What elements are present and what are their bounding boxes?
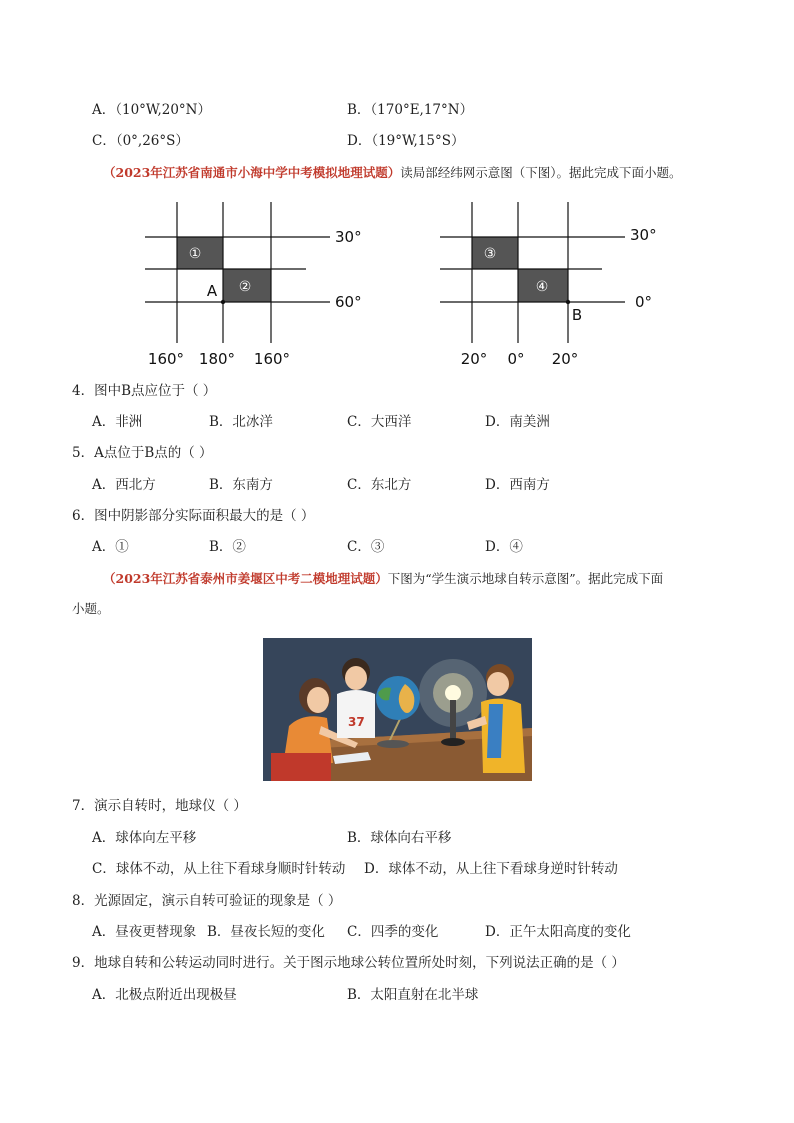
section1-text: 读局部经纬网示意图（下图）。据此完成下面小题。 xyxy=(400,165,682,180)
lat-label-top: 30° xyxy=(335,228,362,246)
q4-option-c: C．大西洋 xyxy=(347,414,412,430)
right-grid-map xyxy=(440,202,657,368)
q4-option-d: D．南美洲 xyxy=(485,414,550,430)
q6-option-c: C．③ xyxy=(347,539,385,555)
q3-option-b: B．（170°E,17°N） xyxy=(347,102,474,118)
section2-intro-cont: 小题。 xyxy=(72,601,110,616)
section1-source: （2023年江苏省南通市小海中学中考模拟地理试题） xyxy=(103,165,401,180)
shirt-number: 37 xyxy=(348,715,365,729)
q7-stem: 7．演示自转时，地球仪（ ） xyxy=(72,798,247,814)
lat-label-top: 30° xyxy=(630,226,657,244)
illustration-drawing xyxy=(263,638,532,781)
left-grid-map xyxy=(145,202,362,368)
q4-option-a: A．非洲 xyxy=(92,414,143,430)
lon-label-left: 160° xyxy=(147,350,185,368)
q6-option-d: D．④ xyxy=(485,539,523,555)
q5-option-a: A．西北方 xyxy=(92,477,156,493)
lon-label-mid: 0° xyxy=(507,350,525,368)
q6-option-a: A．① xyxy=(92,539,129,555)
lon-label-left: 20° xyxy=(460,350,488,368)
q4-stem: 4．图中B点应位于（ ） xyxy=(72,383,217,399)
q3-option-d: D．（19°W,15°S） xyxy=(347,133,465,149)
q8-option-c: C．四季的变化 xyxy=(347,924,439,940)
section1-intro xyxy=(103,164,682,182)
point-b-dot xyxy=(566,300,570,304)
q7-option-b: B．球体向右平移 xyxy=(347,830,452,846)
q9-option-a: A．北极点附近出现极昼 xyxy=(92,987,237,1003)
q3-option-a: A．（10°W,20°N） xyxy=(92,102,211,118)
q7-option-a: A．球体向左平移 xyxy=(92,830,197,846)
q3-option-c: C．（0°,26°S） xyxy=(92,133,189,149)
point-b-label: B xyxy=(571,306,583,324)
earth-rotation-illustration xyxy=(263,638,532,781)
lat-label-bottom: 0° xyxy=(635,293,653,311)
q4-option-b: B．北冰洋 xyxy=(209,414,273,430)
q8-option-d: D．正午太阳高度的变化 xyxy=(485,924,631,940)
point-a-label: A xyxy=(206,282,218,300)
q8-stem: 8．光源固定，演示自转可验证的现象是（ ） xyxy=(72,893,342,909)
q9-option-b: B．太阳直射在北半球 xyxy=(347,987,479,1003)
section2-intro xyxy=(103,570,663,588)
lon-label-right: 160° xyxy=(253,350,291,368)
cell-2-label: ② xyxy=(238,279,252,295)
lat-label-bottom: 60° xyxy=(335,293,362,311)
q6-option-b: B．② xyxy=(209,539,246,555)
q7-option-c: C．球体不动，从上往下看球身顺时针转动 xyxy=(92,861,346,877)
point-a-dot xyxy=(221,300,225,304)
q5-option-c: C．东北方 xyxy=(347,477,412,493)
cell-1-label: ① xyxy=(188,246,202,262)
q5-option-b: B．东南方 xyxy=(209,477,273,493)
section2-source: （2023年江苏省泰州市姜堰区中考二模地理试题） xyxy=(103,571,388,586)
lon-label-right: 20° xyxy=(551,350,579,368)
q5-stem: 5．A点位于B点的（ ） xyxy=(72,445,213,461)
q8-option-a: A．昼夜更替现象 xyxy=(92,924,197,940)
q5-option-d: D．西南方 xyxy=(485,477,550,493)
q6-stem: 6．图中阴影部分实际面积最大的是（ ） xyxy=(72,508,315,524)
section2-text: 下图为“学生演示地球自转示意图”。据此完成下面 xyxy=(387,571,664,586)
latlon-grid-figure xyxy=(0,190,794,375)
q7-option-d: D．球体不动，从上往下看球身逆时针转动 xyxy=(364,861,618,877)
lon-label-mid: 180° xyxy=(198,350,236,368)
cell-3-label: ③ xyxy=(483,246,497,262)
q9-stem: 9．地球自转和公转运动同时进行。关于图示地球公转位置所处时刻，下列说法正确的是（ ） xyxy=(72,955,625,971)
cell-4-label: ④ xyxy=(535,279,549,295)
q8-option-b: B．昼夜长短的变化 xyxy=(207,924,325,940)
